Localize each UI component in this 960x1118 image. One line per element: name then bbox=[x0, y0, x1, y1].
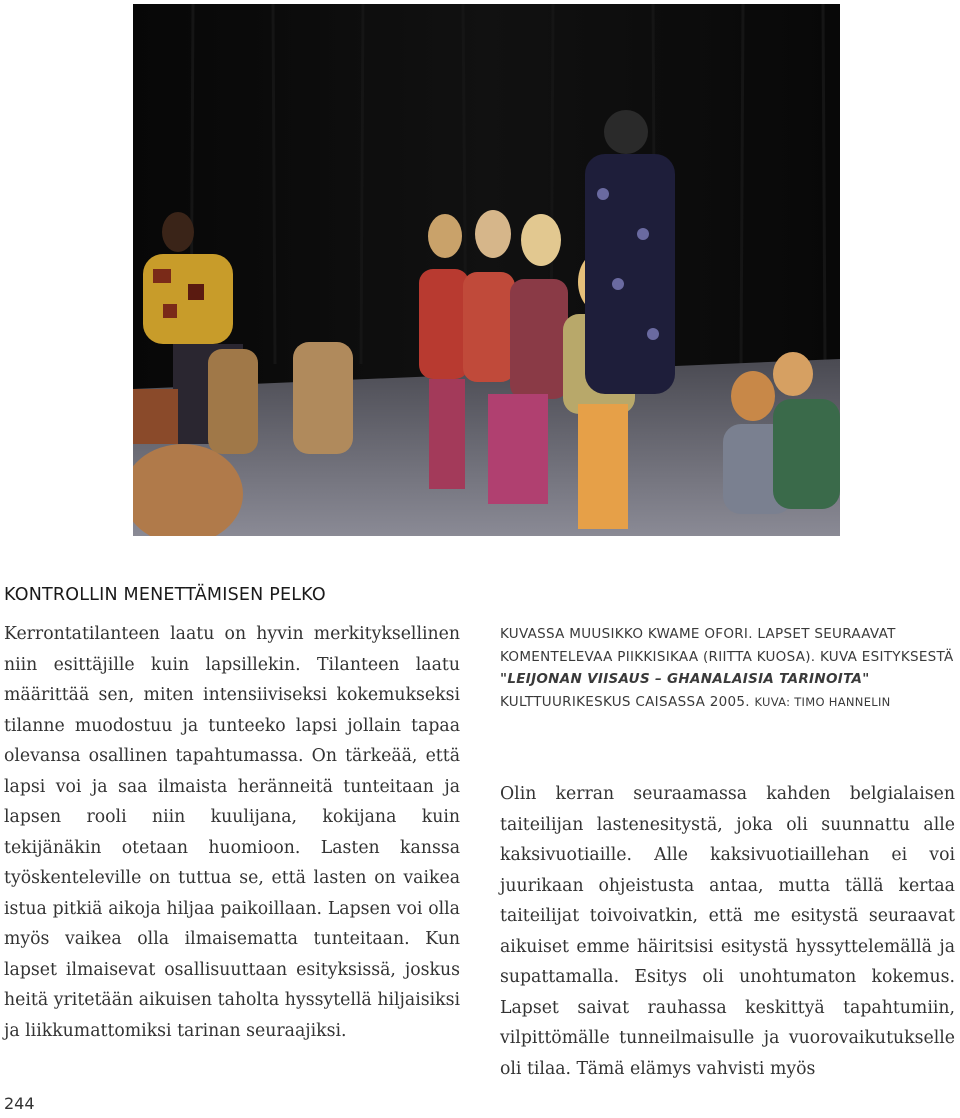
performance-photo bbox=[133, 4, 840, 536]
caption-credit: KUVA: TIMO HANNELIN bbox=[754, 694, 891, 709]
right-column-text: Olin kerran seuraamassa kahden belgialaisen taiteilijan lastenesitystä, joka oli suunnattu alle kaksivuotiaille. Alle kaksivuotiaillehan ei voi juurikaan ohjeistusta antaa, mutta tällä kertaa taiteilijat toivoivatkin, että me esitystä seuraavat aikuiset emme häiritsisi esitystä hyssyttelemällä ja supattamalla. Esitys oli unohtumaton kokemus. Lapset saivat rauhassa keskittyä tapahtumiin, vilpittömälle tunneilmaisulle ja vuorovaikutukselle oli tilaa. Tämä elämys vahvisti myös bbox=[500, 784, 955, 1079]
caption-part2: KULTTUURIKESKUS CAISASSA 2005. bbox=[500, 693, 755, 710]
left-column-text: Kerrontatilanteen laatu on hyvin merkityksellinen niin esittäjille kuin lapsillekin. Tilanteen laatu määrittää sen, miten intensiiviseksi kokemukseksi tilanne muodostuu ja tunteeko lapsi jollain tapaa olevansa osallinen tapahtumassa. On tärkeää, että lapsi voi ja saa ilmaista heränneitä tunteitaan ja lapsen rooli niin kuulijana, kokijana kuin tekijänäkin otetaan huomioon. Lasten kanssa työskenteleville on tuttua se, että lasten on vaikea istua pitkiä aikoja hiljaa paikoillaan. Lapsen voi olla myös vaikea olla ilmaisematta tunteitaan. Kun lapset ilmaisevat osallisuuttaan esityksissä, joskus heitä yritetään aikuisen taholta hyssytellä hiljaisiksi ja liikkumattomiksi tarinan seuraajiksi. bbox=[4, 624, 460, 1041]
page-number: 244 bbox=[4, 1094, 35, 1113]
section-heading: KONTROLLIN MENETTÄMISEN PELKO bbox=[4, 585, 326, 605]
photo-performance-icon bbox=[133, 4, 840, 536]
caption-title: "LEIJONAN VIISAUS – GHANALAISIA TARINOITA" bbox=[500, 671, 870, 687]
photo-caption bbox=[500, 623, 956, 713]
caption-part1: KUVASSA MUUSIKKO KWAME OFORI. LAPSET SEURAAVAT KOMENTELEVAA PIIKKISIKAA (RIITTA KUOSA). KUVA ESITYKSESTÄ bbox=[500, 626, 954, 665]
